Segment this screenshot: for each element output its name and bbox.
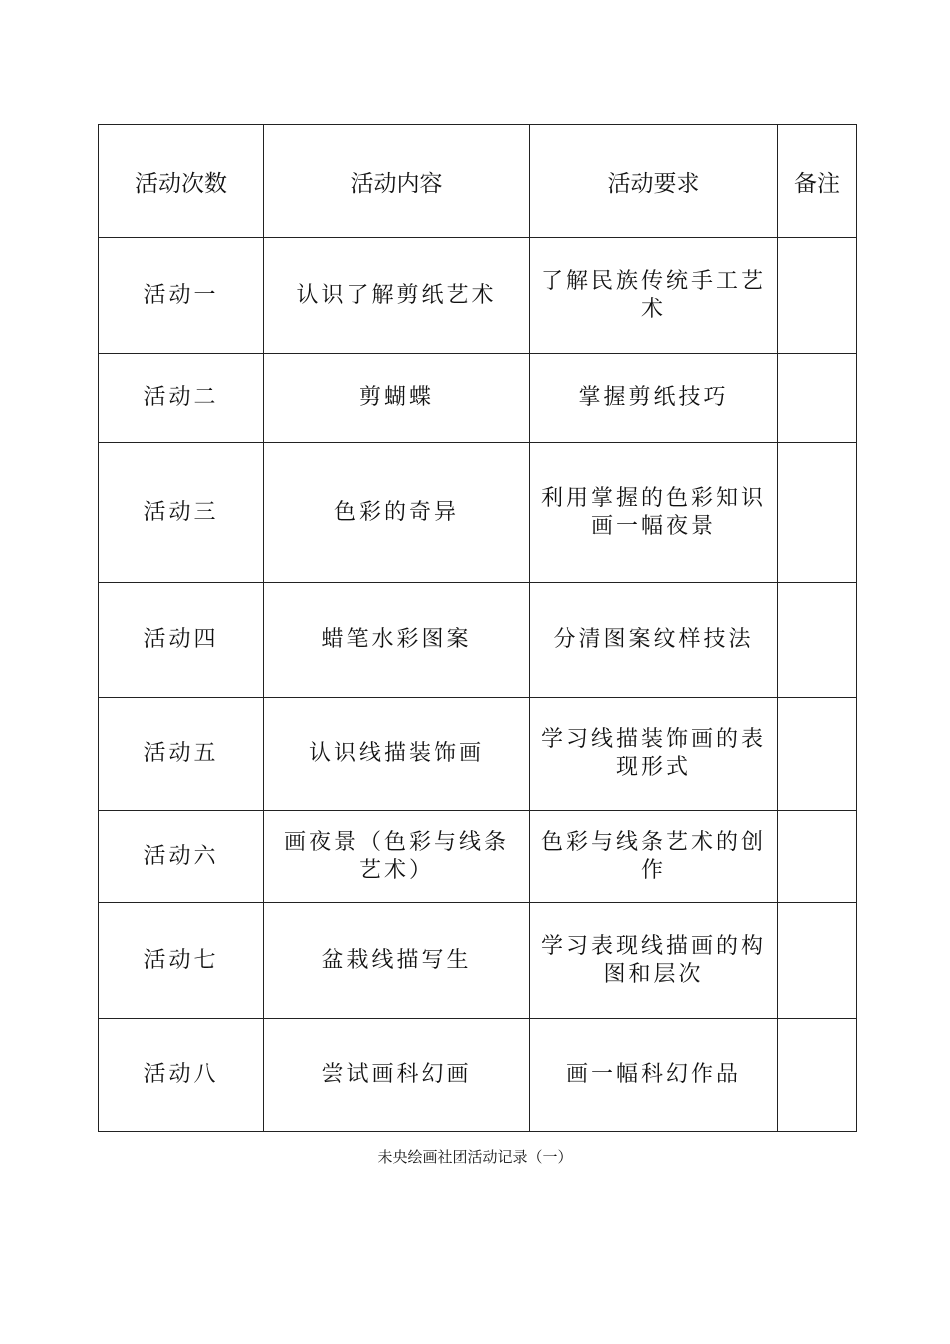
table-caption: 未央绘画社团活动记录（一） <box>377 1148 573 1166</box>
activity-record-table <box>98 124 857 1132</box>
table-row <box>99 698 857 811</box>
activity-content-cell: 认识线描装饰画 <box>264 698 530 811</box>
note-cell <box>778 238 857 354</box>
table-row <box>99 583 857 698</box>
activity-requirement-cell: 了解民族传统手工艺术 <box>530 238 778 354</box>
table-header-row <box>99 125 857 238</box>
header-activity-requirement: 活动要求 <box>530 125 778 238</box>
note-cell <box>778 354 857 443</box>
note-cell <box>778 583 857 698</box>
activity-requirement-cell: 学习线描装饰画的表现形式 <box>530 698 778 811</box>
activity-content-cell: 蜡笔水彩图案 <box>264 583 530 698</box>
activity-requirement-cell: 色彩与线条艺术的创作 <box>530 811 778 903</box>
activity-number-cell: 活动三 <box>99 443 264 583</box>
activity-content-cell: 剪蝴蝶 <box>264 354 530 443</box>
header-activity-content: 活动内容 <box>264 125 530 238</box>
activity-requirement-cell: 利用掌握的色彩知识画一幅夜景 <box>530 443 778 583</box>
activity-requirement-cell: 学习表现线描画的构图和层次 <box>530 903 778 1019</box>
activity-number-cell: 活动六 <box>99 811 264 903</box>
activity-requirement-cell: 画一幅科幻作品 <box>530 1019 778 1132</box>
note-cell <box>778 903 857 1019</box>
activity-requirement-cell: 分清图案纹样技法 <box>530 583 778 698</box>
note-cell <box>778 698 857 811</box>
activity-content-cell: 盆栽线描写生 <box>264 903 530 1019</box>
activity-content-cell: 画夜景（色彩与线条艺术） <box>264 811 530 903</box>
table-row <box>99 238 857 354</box>
header-activity-number: 活动次数 <box>99 125 264 238</box>
header-note: 备注 <box>778 125 857 238</box>
activity-number-cell: 活动四 <box>99 583 264 698</box>
activity-content-cell: 尝试画科幻画 <box>264 1019 530 1132</box>
activity-number-cell: 活动七 <box>99 903 264 1019</box>
activity-number-cell: 活动五 <box>99 698 264 811</box>
activity-number-cell: 活动一 <box>99 238 264 354</box>
table-row <box>99 1019 857 1132</box>
activity-number-cell: 活动二 <box>99 354 264 443</box>
table-row <box>99 443 857 583</box>
note-cell <box>778 811 857 903</box>
note-cell <box>778 1019 857 1132</box>
activity-requirement-cell: 掌握剪纸技巧 <box>530 354 778 443</box>
table-row <box>99 354 857 443</box>
table-row <box>99 903 857 1019</box>
activity-content-cell: 认识了解剪纸艺术 <box>264 238 530 354</box>
table-row <box>99 811 857 903</box>
note-cell <box>778 443 857 583</box>
activity-number-cell: 活动八 <box>99 1019 264 1132</box>
activity-content-cell: 色彩的奇异 <box>264 443 530 583</box>
